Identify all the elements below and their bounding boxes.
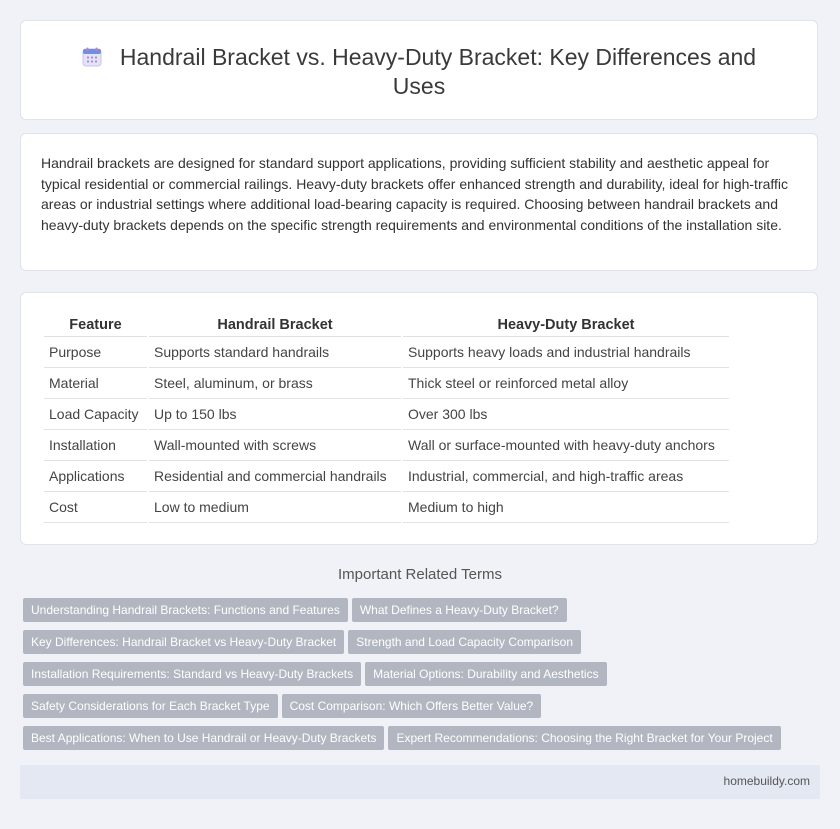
related-term-tag[interactable]: Understanding Handrail Brackets: Functions and Features [23, 598, 348, 622]
cell-feature: Purpose [44, 337, 147, 368]
header-heavy-duty-bracket: Heavy-Duty Bracket [403, 314, 729, 337]
cell-feature: Load Capacity [44, 399, 147, 430]
footer-site[interactable]: homebuildy.com [723, 774, 810, 788]
header-feature: Feature [44, 314, 147, 337]
related-term-tag[interactable]: Key Differences: Handrail Bracket vs Heavy-Duty Bracket [23, 630, 344, 654]
intro-paragraph: Handrail brackets are designed for standard support applications, providing sufficient stability and aesthetic appeal for typical residential or commercial railings. Heavy-duty brackets offer enhanced strength and durability, ideal for high-traffic areas or industrial settings where additional load-bearing capacity is required. Choosing between handrail brackets and heavy-duty brackets depends on the specific strength requirements and environmental conditions of the installation site. [41, 155, 789, 233]
table-row [44, 430, 729, 461]
cell-handrail: Steel, aluminum, or brass [149, 368, 401, 399]
footer [20, 765, 820, 799]
cell-heavy-duty: Over 300 lbs [403, 399, 729, 430]
related-term-tag[interactable]: Cost Comparison: Which Offers Better Value? [282, 694, 542, 718]
related-term-tag[interactable]: Material Options: Durability and Aesthetics [365, 662, 606, 686]
table-row [44, 492, 729, 523]
header-handrail-bracket: Handrail Bracket [149, 314, 401, 337]
related-term-tag[interactable]: Best Applications: When to Use Handrail or Heavy-Duty Brackets [23, 726, 384, 750]
cell-feature: Installation [44, 430, 147, 461]
cell-handrail: Wall-mounted with screws [149, 430, 401, 461]
cell-feature: Cost [44, 492, 147, 523]
cell-heavy-duty: Medium to high [403, 492, 729, 523]
related-term-tag[interactable]: Expert Recommendations: Choosing the Right Bracket for Your Project [388, 726, 780, 750]
intro-card [20, 133, 818, 271]
table-row [44, 399, 729, 430]
cell-handrail: Residential and commercial handrails [149, 461, 401, 492]
page-title [61, 43, 777, 101]
table-row [44, 368, 729, 399]
cell-handrail: Up to 150 lbs [149, 399, 401, 430]
related-terms-list [23, 598, 823, 758]
calendar-icon [82, 47, 102, 67]
cell-feature: Material [44, 368, 147, 399]
related-term-tag[interactable]: What Defines a Heavy-Duty Bracket? [352, 598, 567, 622]
related-term-tag[interactable]: Installation Requirements: Standard vs Heavy-Duty Brackets [23, 662, 361, 686]
cell-heavy-duty: Supports heavy loads and industrial handrails [403, 337, 729, 368]
cell-heavy-duty: Wall or surface-mounted with heavy-duty anchors [403, 430, 729, 461]
related-term-tag[interactable]: Safety Considerations for Each Bracket Type [23, 694, 278, 718]
comparison-card [20, 292, 818, 545]
cell-heavy-duty: Thick steel or reinforced metal alloy [403, 368, 729, 399]
title-card [20, 20, 818, 120]
cell-handrail: Supports standard handrails [149, 337, 401, 368]
page-title-text: Handrail Bracket vs. Heavy-Duty Bracket: Key Differences and Uses [119, 44, 757, 99]
cell-heavy-duty: Industrial, commercial, and high-traffic areas [403, 461, 729, 492]
related-terms-title: Important Related Terms [338, 566, 502, 583]
table-header-row [44, 314, 729, 337]
table-row [44, 461, 729, 492]
cell-handrail: Low to medium [149, 492, 401, 523]
table-row [44, 337, 729, 368]
cell-feature: Applications [44, 461, 147, 492]
comparison-table [42, 314, 731, 523]
related-term-tag[interactable]: Strength and Load Capacity Comparison [348, 630, 581, 654]
